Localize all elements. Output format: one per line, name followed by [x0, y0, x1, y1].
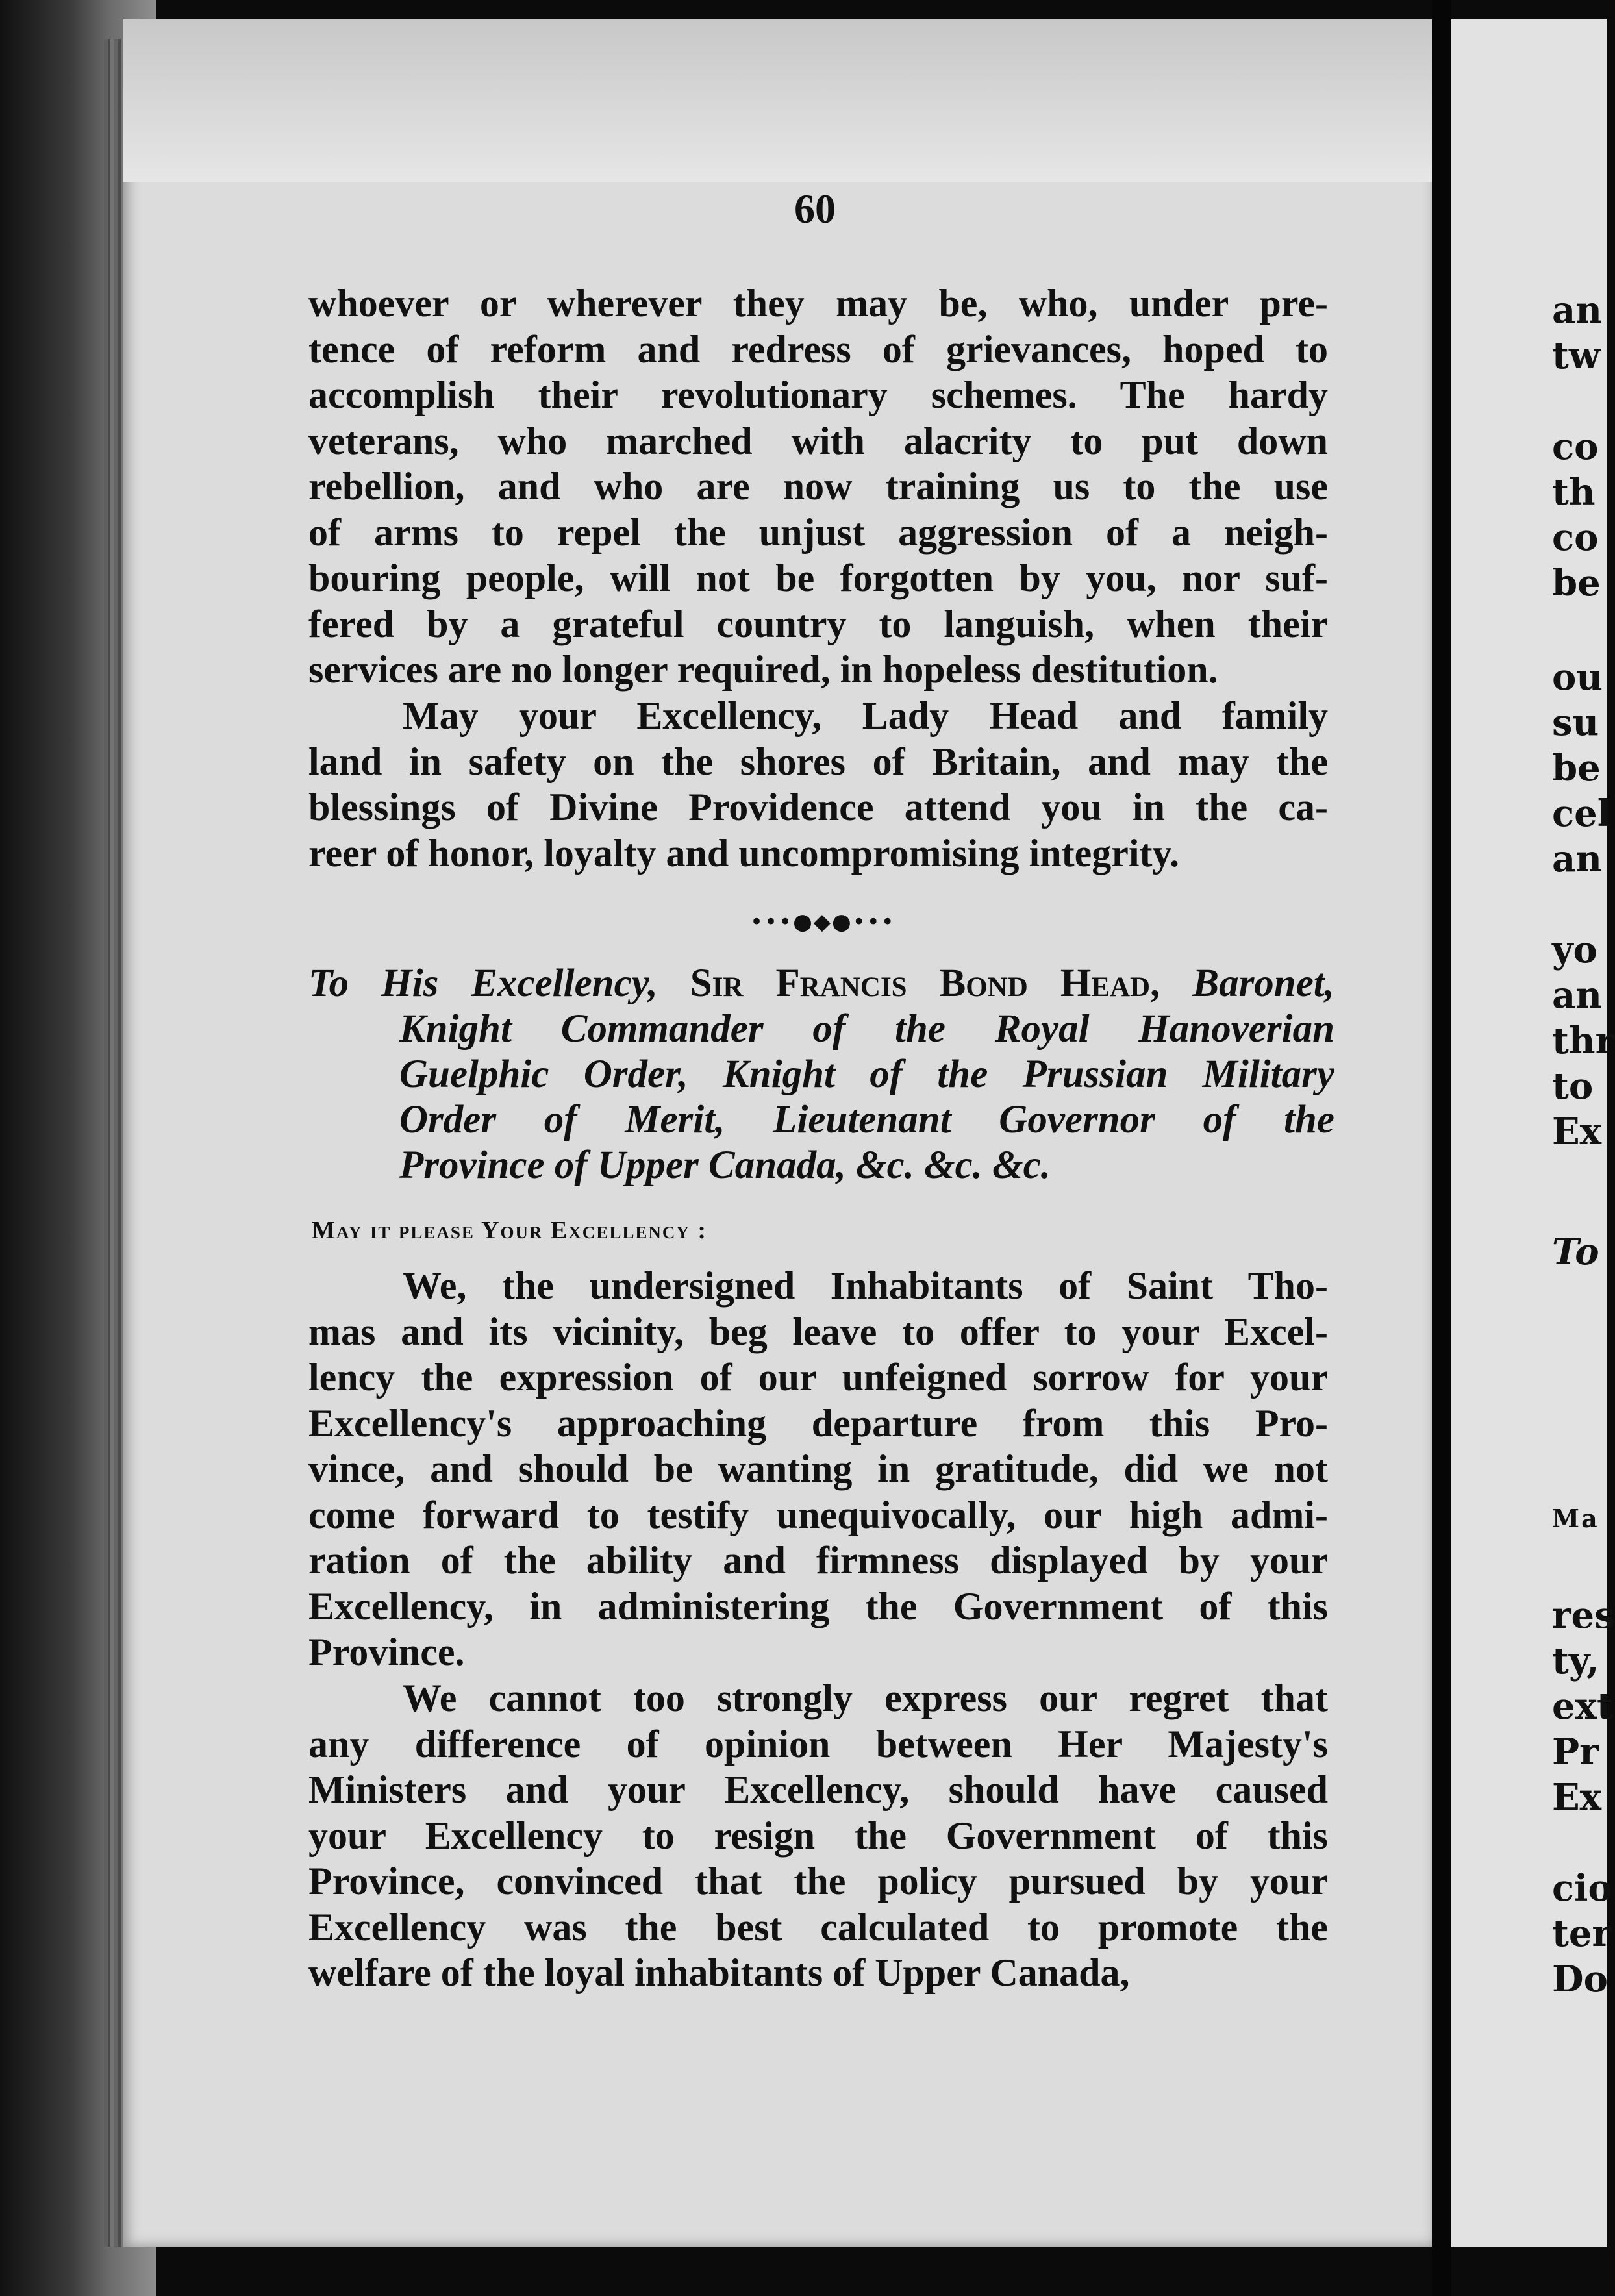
paragraph-3	[308, 1263, 1328, 1675]
paragraph-4	[308, 1675, 1328, 1996]
text-line: Province, convinced that the policy pursued by your	[308, 1860, 1328, 1903]
next-page-fragment: ext	[1552, 1685, 1614, 1728]
text-line: Excellency was the best calculated to promote the	[308, 1905, 1328, 1949]
next-page-fragment: tw	[1552, 334, 1601, 377]
text-line: come forward to testify unequivocally, our high admi-	[308, 1493, 1328, 1536]
text-line: Excellency's approaching departure from this Pro-	[308, 1401, 1328, 1445]
next-page-fragment: co	[1552, 516, 1599, 559]
next-page-fragment: to	[1552, 1065, 1594, 1108]
address-line: Order of Merit, Lieutenant Governor of the	[399, 1098, 1334, 1142]
text-line: land in safety on the shores of Britain, and may the	[308, 740, 1328, 783]
text-line: We cannot too strongly express our regret that	[403, 1677, 1328, 1719]
next-page-fragment: ou	[1552, 656, 1603, 699]
text-line: tence of reform and redress of grievances, hoped to	[308, 327, 1328, 371]
text-line: bouring people, will not be forgotten by you, nor suf-	[308, 556, 1328, 599]
next-page-fragment: To	[1552, 1230, 1599, 1273]
address-name: Sir Francis Bond Head,	[690, 962, 1160, 1005]
text-line: veterans, who marched with alacrity to put down	[308, 419, 1328, 462]
page-stain	[123, 19, 1432, 182]
text-line: whoever or wherever they may be, who, under pre-	[308, 282, 1328, 325]
page-gutter	[1432, 0, 1451, 2296]
next-page-fragment: an	[1552, 289, 1602, 332]
next-page-fragment: co	[1552, 425, 1599, 468]
text-line: fered by a grateful country to languish, when their	[308, 602, 1328, 645]
next-page-fragment: Ex	[1552, 1110, 1602, 1153]
text-line: your Excellency to resign the Government of this	[308, 1814, 1328, 1857]
next-page-fragment: su	[1552, 701, 1599, 744]
page-number: 60	[794, 186, 836, 232]
text-line: mas and its vicinity, beg leave to offer to your Excel-	[308, 1310, 1328, 1353]
next-page-fragment: thr	[1552, 1019, 1615, 1062]
text-line: accomplish their revolutionary schemes. The hardy	[308, 373, 1328, 416]
next-page-fragment: yo	[1552, 929, 1597, 971]
paragraph-1	[308, 281, 1328, 693]
text-line: of arms to repel the unjust aggression of a neigh-	[308, 510, 1328, 554]
text-line: services are no longer required, in hopeless destitution.	[308, 648, 1218, 691]
text-line: ration of the ability and firmness displayed by your	[308, 1539, 1328, 1582]
text-line: We, the undersigned Inhabitants of Saint Tho-	[403, 1264, 1328, 1307]
text-line: May your Excellency, Lady Head and family	[403, 694, 1328, 737]
address-lead: To His Excellency,	[308, 962, 690, 1005]
address-line: Knight Commander of the Royal Hanoverian	[399, 1007, 1334, 1051]
next-page-fragment: cel	[1552, 792, 1611, 835]
next-page-fragment: Pr	[1552, 1730, 1599, 1773]
text-line: Excellency, in administering the Government of this	[308, 1584, 1328, 1628]
text-line: reer of honor, loyalty and uncompromising integrity.	[308, 831, 1180, 875]
text-line: vince, and should be wanting in gratitude, did we not	[308, 1447, 1328, 1490]
address-tail: Baronet,	[1160, 962, 1335, 1005]
next-page-fragment: Ma	[1552, 1504, 1599, 1533]
text-line: Province.	[308, 1630, 465, 1673]
ornamental-divider: •••●◆●•••	[750, 909, 895, 935]
right-page-fragment	[1451, 19, 1615, 2247]
next-page-fragment: be	[1552, 562, 1601, 605]
next-page-fragment: cio	[1552, 1867, 1612, 1910]
next-page-fragment: th	[1552, 471, 1596, 514]
address-line: Province of Upper Canada, &c. &c. &c.	[399, 1143, 1051, 1187]
salutation: May it please Your Excellency :	[312, 1217, 707, 1244]
address-line	[308, 961, 1334, 1006]
text-line: lency the expression of our unfeigned sorrow for your	[308, 1356, 1328, 1399]
next-page-fragment: be	[1552, 747, 1601, 790]
address-line: Guelphic Order, Knight of the Prussian Military	[399, 1053, 1334, 1096]
next-page-fragment: Ex	[1552, 1776, 1602, 1819]
next-page-fragment: an	[1552, 974, 1602, 1017]
text-line: Ministers and your Excellency, should have caused	[308, 1768, 1328, 1811]
next-page-fragment: Do	[1552, 1958, 1608, 2001]
text-line: blessings of Divine Providence attend you in the ca-	[308, 786, 1328, 829]
next-page-fragment: ter	[1552, 1912, 1611, 1955]
paragraph-2	[308, 693, 1328, 876]
next-page-fragment: ty,	[1552, 1640, 1599, 1682]
next-page-fragment: an	[1552, 838, 1602, 880]
next-page-fragment: res	[1552, 1594, 1615, 1637]
address-heading	[308, 961, 1334, 1188]
text-line: rebellion, and who are now training us to the use	[308, 465, 1328, 508]
text-line: welfare of the loyal inhabitants of Upper Canada,	[308, 1951, 1130, 1994]
text-line: any difference of opinion between Her Majesty's	[308, 1722, 1328, 1766]
